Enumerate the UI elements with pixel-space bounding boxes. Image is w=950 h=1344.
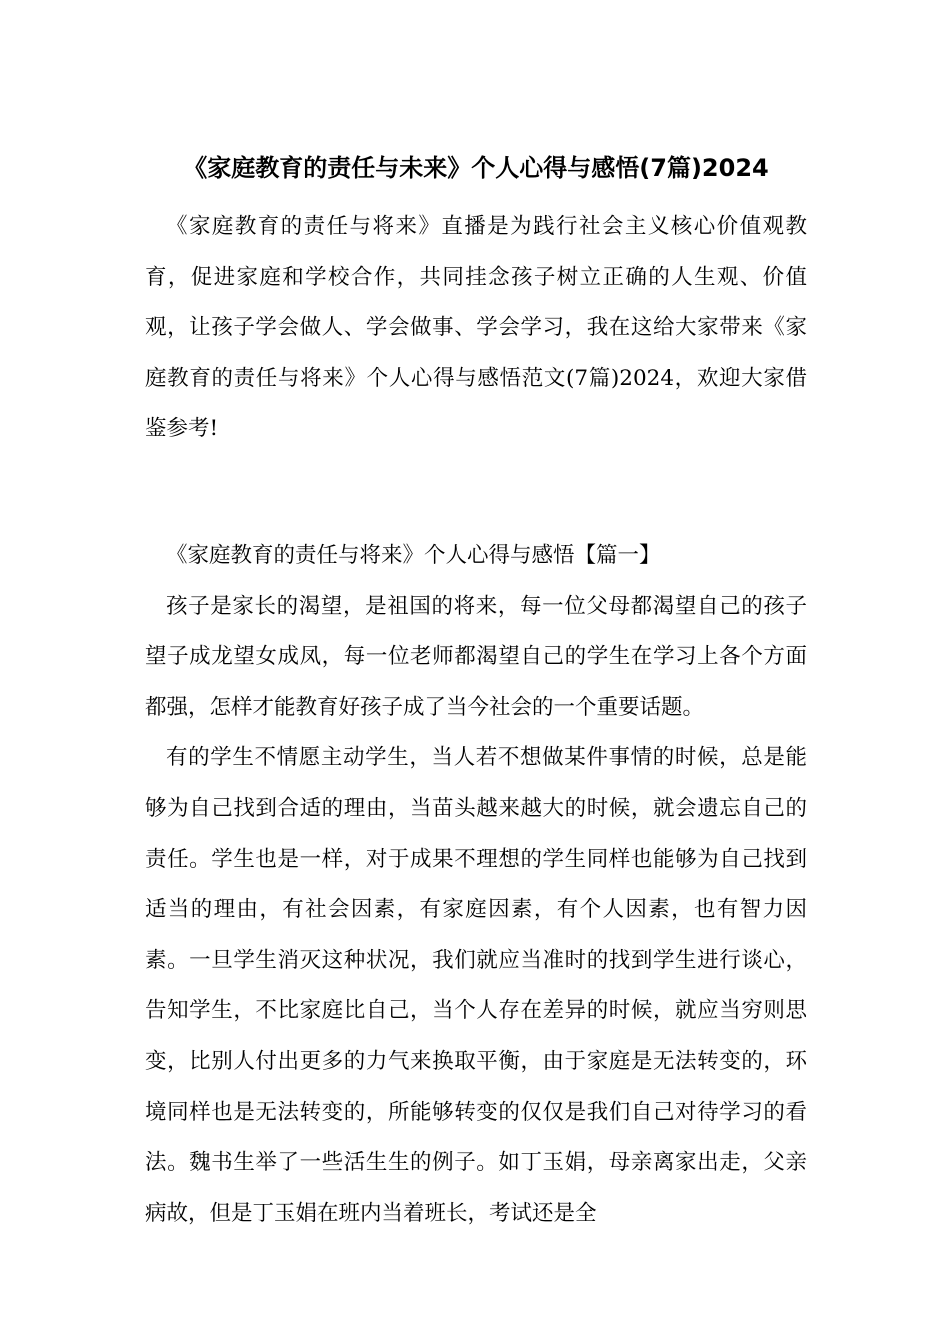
document-title: 《家庭教育的责任与未来》个人心得与感悟(7篇)2024 [183, 154, 769, 182]
section-spacer [145, 455, 807, 531]
body-paragraph: 有的学生不情愿主动学生，当人若不想做某件事情的时候，总是能够为自己找到合适的理由，当苗头越来越大的时候，就会遗忘自己的责任。学生也是一样，对于成果不理想的学生同样也能够为自己找到适当的理由，有社会因素，有家庭因素，有个人因素，也有智力因素。一旦学生消灭这种状况，我们就应当准时的找到学生进行谈心，告知学生，不比家庭比自己，当个人存在差异的时候，就应当穷则思变，比别人付出更多的力气来换取平衡，由于家庭是无法转变的，环境同样也是无法转变的，所能够转变的仅仅是我们自己对待学习的看法。魏书生举了一些活生生的例子。如丁玉娟，母亲离家出走，父亲病故，但是丁玉娟在班内当着班长，考试还是全 [145, 745, 807, 1226]
section-heading: 《家庭教育的责任与将来》个人心得与感悟【篇一】 [166, 542, 661, 568]
intro-paragraph: 《家庭教育的责任与将来》直播是为践行社会主义核心价值观教育，促进家庭和学校合作，共同挂念孩子树立正确的人生观、价值观，让孩子学会做人、学会做事、学会学习，我在这给大家带来《家庭教育的责任与将来》个人心得与感悟范文(7篇)2024，欢迎大家借鉴参考! [145, 214, 807, 442]
document-body [145, 146, 807, 1239]
body-paragraph: 孩子是家长的渴望，是祖国的将来，每一位父母都渴望自己的孩子望子成龙望女成凤，每一位老师都渴望自己的学生在学习上各个方面都强，怎样才能教育好孩子成了当今社会的一个重要话题。 [145, 593, 807, 720]
